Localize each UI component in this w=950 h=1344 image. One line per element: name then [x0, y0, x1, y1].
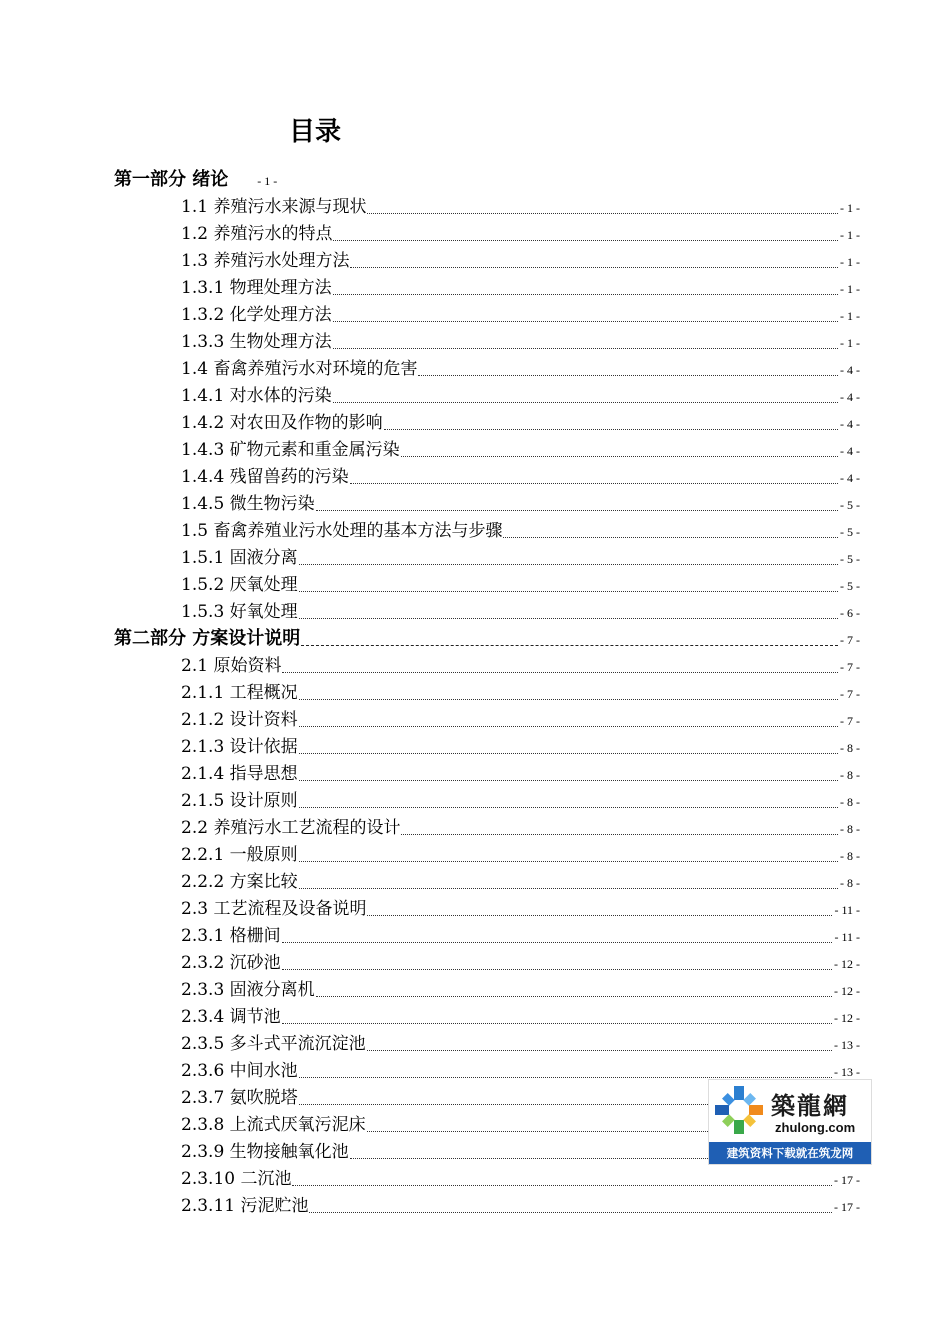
toc-entry-title: 第一部分 绪论	[114, 169, 229, 190]
toc-entry-title: 2.1.5 设计原则	[181, 791, 298, 811]
toc-page-number: - 8 -	[840, 849, 860, 863]
toc-page-number: - 8 -	[840, 741, 860, 755]
toc-entry-title: 1.4.2 对农田及作物的影响	[181, 413, 383, 433]
toc-entry-title: 1.4.3 矿物元素和重金属污染	[181, 440, 400, 460]
toc-page-number: - 1 -	[840, 201, 860, 215]
toc-entry-title: 2.1.4 指导思想	[181, 764, 298, 784]
toc-entry[interactable]	[0, 976, 950, 1003]
toc-entry-title: 1.2 养殖污水的特点	[181, 224, 333, 244]
toc-entry[interactable]	[0, 706, 950, 733]
toc-entry-title: 1.3.1 物理处理方法	[181, 278, 332, 298]
toc-entry[interactable]	[0, 733, 950, 760]
toc-leader	[418, 375, 838, 376]
toc-part-heading[interactable]	[0, 625, 950, 652]
toc-leader	[401, 834, 838, 835]
toc-leader	[282, 672, 838, 673]
toc-entry-title: 1.5 畜禽养殖业污水处理的基本方法与步骤	[181, 521, 503, 541]
toc-entry-title: 2.3.8 上流式厌氧污泥床	[181, 1115, 366, 1135]
toc-part-heading[interactable]	[0, 166, 950, 193]
toc-page-number: - 5 -	[840, 498, 860, 512]
toc-page-number: - 1 -	[840, 255, 860, 269]
toc-leader	[503, 537, 838, 538]
toc-entry[interactable]	[0, 355, 950, 382]
toc-leader	[401, 456, 838, 457]
toc-entry-title: 1.3 养殖污水处理方法	[181, 251, 350, 271]
toc-entry-title: 2.1.2 设计资料	[181, 710, 298, 730]
toc-page-number: - 1 -	[840, 336, 860, 350]
toc-page-number: - 1 -	[840, 228, 860, 242]
toc-entry-title: 2.3.3 固液分离机	[181, 980, 315, 1000]
toc-entry-title: 1.5.3 好氧处理	[181, 602, 298, 622]
zhulong-logo	[708, 1079, 872, 1165]
toc-entry[interactable]	[0, 409, 950, 436]
toc-entry-title: 1.4.1 对水体的污染	[181, 386, 332, 406]
toc-leader	[299, 591, 838, 592]
toc-leader	[299, 807, 838, 808]
toc-leader	[333, 240, 838, 241]
toc-leader	[367, 1050, 832, 1051]
toc-entry[interactable]	[0, 895, 950, 922]
toc-leader	[299, 753, 838, 754]
toc-entry[interactable]	[0, 571, 950, 598]
toc-entry[interactable]	[0, 679, 950, 706]
toc-page-number: - 5 -	[840, 525, 860, 539]
toc-leader	[316, 510, 838, 511]
toc-entry-title: 2.2.2 方案比较	[181, 872, 298, 892]
toc-entry[interactable]	[0, 1165, 950, 1192]
toc-entry-title: 1.3.3 生物处理方法	[181, 332, 332, 352]
toc-entry[interactable]	[0, 1030, 950, 1057]
toc-leader	[299, 888, 838, 889]
page-title: 目录	[289, 117, 342, 147]
toc-entry-title: 1.4.4 残留兽药的污染	[181, 467, 349, 487]
logo-domain: zhulong.com	[775, 1120, 856, 1135]
toc-entry-title: 1.3.2 化学处理方法	[181, 305, 332, 325]
toc-page-number: - 7 -	[840, 714, 860, 728]
zhulong-mark-icon	[713, 1084, 765, 1136]
toc-leader	[299, 1077, 832, 1078]
toc-entry[interactable]	[0, 193, 950, 220]
toc-entry-title: 1.4.5 微生物污染	[181, 494, 315, 514]
toc-page-number: - 17 -	[834, 1200, 860, 1214]
toc-entry-title: 2.3 工艺流程及设备说明	[181, 899, 367, 919]
toc-entry-title: 1.5.1 固液分离	[181, 548, 298, 568]
toc-leader	[282, 969, 832, 970]
toc-entry[interactable]	[0, 382, 950, 409]
toc-leader	[350, 267, 838, 268]
toc-page-number: - 4 -	[840, 444, 860, 458]
toc-entry-title: 2.3.10 二沉池	[181, 1169, 292, 1189]
toc-entry[interactable]	[0, 490, 950, 517]
toc-page-number: - 6 -	[840, 606, 860, 620]
toc-entry[interactable]	[0, 868, 950, 895]
toc-entry[interactable]	[0, 841, 950, 868]
toc-entry[interactable]	[0, 274, 950, 301]
toc-entry-title: 2.3.9 生物接触氧化池	[181, 1142, 349, 1162]
toc-entry-title: 2.3.1 格栅间	[181, 926, 281, 946]
toc-entry[interactable]	[0, 328, 950, 355]
toc-entry-title: 2.3.7 氨吹脱塔	[181, 1088, 298, 1108]
toc-leader	[299, 780, 838, 781]
toc-page-number: - 8 -	[840, 768, 860, 782]
toc-leader	[301, 645, 838, 646]
toc-entry[interactable]	[0, 1192, 950, 1219]
toc-page-number: - 12 -	[834, 957, 860, 971]
toc-leader	[309, 1212, 832, 1213]
toc-page-number: - 8 -	[840, 822, 860, 836]
toc-leader	[367, 213, 838, 214]
logo-slogan: 建筑资料下载就在筑龙网	[709, 1142, 871, 1164]
toc-page-number: - 11 -	[834, 903, 860, 917]
toc-entry[interactable]	[0, 814, 950, 841]
toc-leader	[292, 1185, 832, 1186]
toc-leader	[350, 483, 838, 484]
toc-leader	[333, 321, 838, 322]
toc-leader	[367, 915, 832, 916]
toc-entry[interactable]	[0, 598, 950, 625]
toc-entry-title: 2.1.1 工程概况	[181, 683, 298, 703]
toc-leader	[333, 348, 838, 349]
toc-entry-title: 1.4 畜禽养殖污水对环境的危害	[181, 359, 418, 379]
toc-entry-title: 2.3.4 调节池	[181, 1007, 281, 1027]
toc-entry-title: 2.3.6 中间水池	[181, 1061, 298, 1081]
toc-entry-title: 1.1 养殖污水来源与现状	[181, 197, 367, 217]
toc-entry[interactable]	[0, 652, 950, 679]
toc-entry-title: 2.1 原始资料	[181, 656, 282, 676]
toc-entry[interactable]	[0, 301, 950, 328]
toc-page-number: - 4 -	[840, 390, 860, 404]
toc-page-number: - 7 -	[840, 660, 860, 674]
toc-page-number: - 4 -	[840, 471, 860, 485]
toc-leader	[299, 564, 838, 565]
toc-entry[interactable]	[0, 949, 950, 976]
toc-entry[interactable]	[0, 1003, 950, 1030]
toc-page-number: - 11 -	[834, 930, 860, 944]
toc-leader	[333, 402, 838, 403]
toc-page-number: - 8 -	[840, 795, 860, 809]
toc-entry[interactable]	[0, 787, 950, 814]
toc-page-number: - 1 -	[840, 282, 860, 296]
toc-entry-title: 2.2 养殖污水工艺流程的设计	[181, 818, 401, 838]
toc-entry-title: 1.5.2 厌氧处理	[181, 575, 298, 595]
toc-page-number: - 12 -	[834, 1011, 860, 1025]
toc-entry[interactable]	[0, 517, 950, 544]
toc-leader	[316, 996, 832, 997]
toc-page-number: - 13 -	[834, 1038, 860, 1052]
toc-leader	[299, 699, 838, 700]
toc-page-number: - 5 -	[840, 579, 860, 593]
toc-leader	[299, 618, 838, 619]
toc-leader	[333, 294, 838, 295]
toc-entry-title: 第二部分 方案设计说明	[114, 628, 301, 649]
toc-entry[interactable]	[0, 760, 950, 787]
toc-page-number: - 13 -	[834, 1065, 860, 1079]
toc-entry-title: 2.3.2 沉砂池	[181, 953, 281, 973]
toc-entry[interactable]	[0, 436, 950, 463]
toc-page-number: - 17 -	[834, 1173, 860, 1187]
toc-page-number: - 8 -	[840, 876, 860, 890]
toc-entry[interactable]	[0, 247, 950, 274]
toc-page-number: - 7 -	[840, 687, 860, 701]
toc-page-number: - 4 -	[840, 417, 860, 431]
toc-page-number: - 1 -	[257, 174, 278, 188]
toc-leader	[299, 726, 838, 727]
toc-leader	[299, 861, 838, 862]
toc-leader	[282, 942, 833, 943]
toc-page-number: - 1 -	[840, 309, 860, 323]
logo-name: 築龍網	[771, 1091, 849, 1120]
toc-entry[interactable]	[0, 922, 950, 949]
toc-page-number: - 4 -	[840, 363, 860, 377]
toc-entry[interactable]	[0, 220, 950, 247]
toc-entry-title: 2.3.11 污泥贮池	[181, 1196, 309, 1216]
toc-entry[interactable]	[0, 463, 950, 490]
toc-entry[interactable]	[0, 544, 950, 571]
table-of-contents	[0, 166, 950, 1219]
toc-page-number: - 7 -	[840, 633, 860, 647]
toc-entry-title: 2.3.5 多斗式平流沉淀池	[181, 1034, 366, 1054]
toc-page-number: - 5 -	[840, 552, 860, 566]
toc-leader	[384, 429, 838, 430]
toc-leader	[282, 1023, 832, 1024]
toc-entry-title: 2.1.3 设计依据	[181, 737, 298, 757]
toc-page-number: - 12 -	[834, 984, 860, 998]
toc-entry-title: 2.2.1 一般原则	[181, 845, 298, 865]
